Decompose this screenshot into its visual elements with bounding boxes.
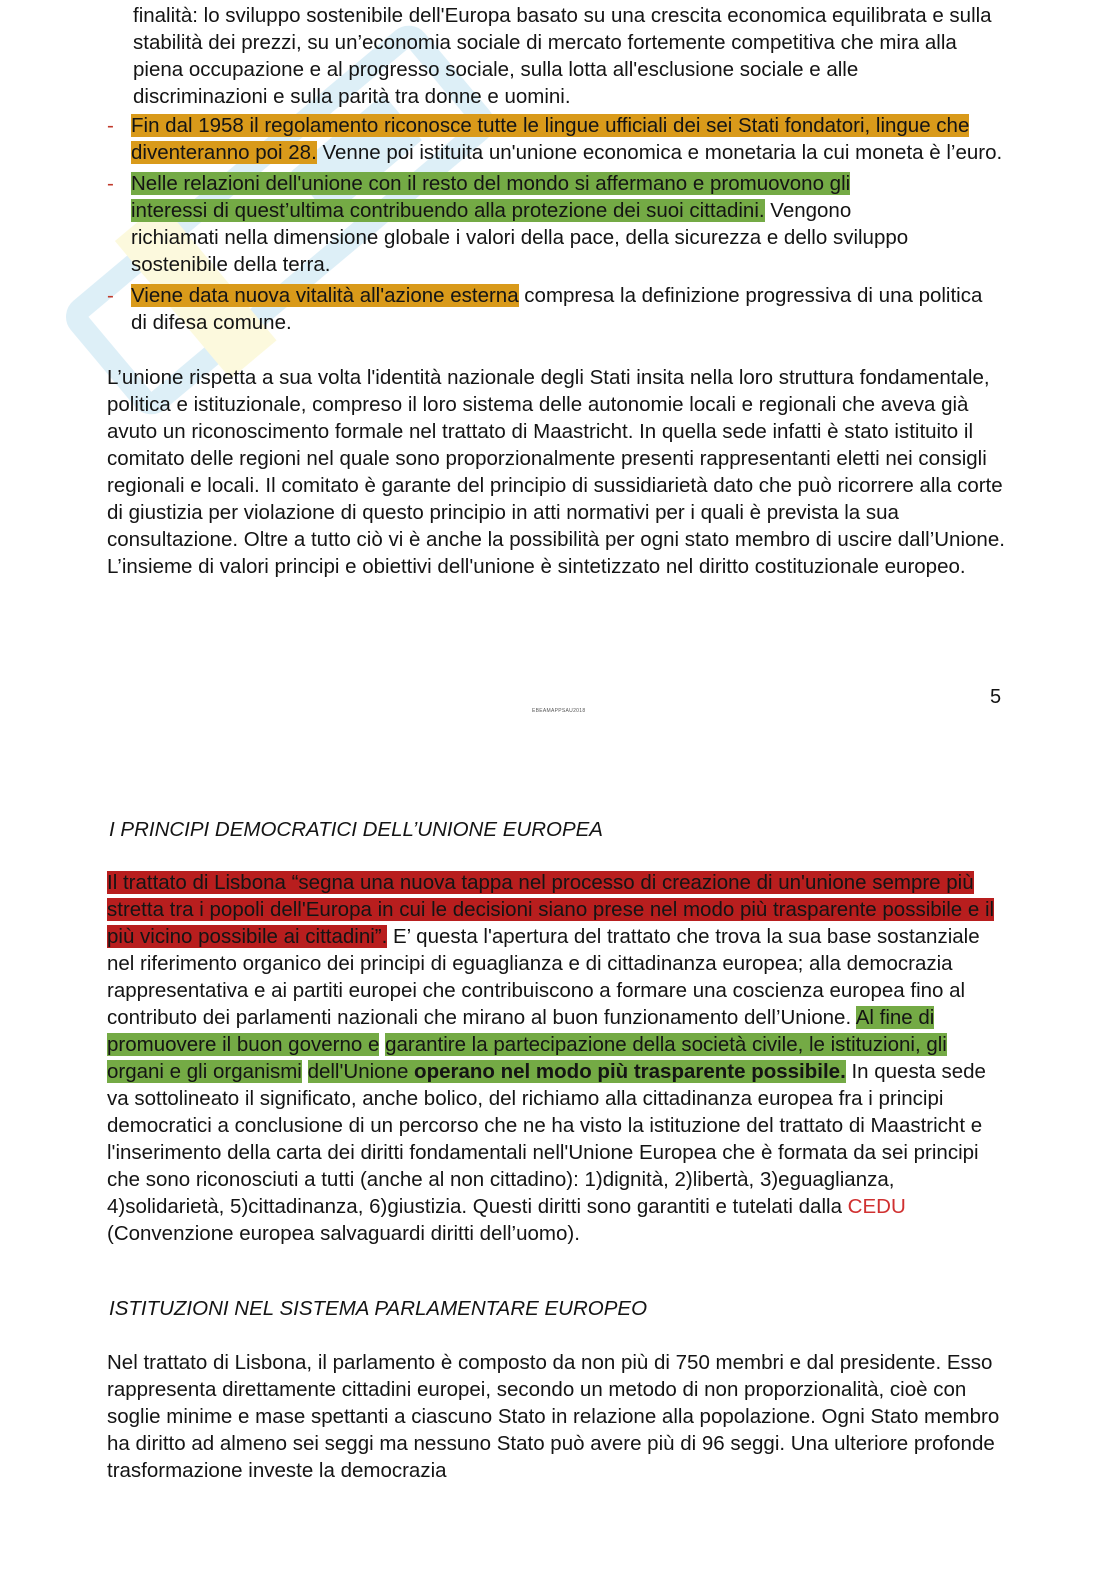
bullet-item-1	[107, 112, 1021, 166]
bullet-item-2	[107, 170, 931, 278]
bullet-text: compresa la definizione progressiva di una politica di difesa comune.	[131, 284, 983, 334]
bold-highlighted-text: operano nel modo più trasparente possibile.	[414, 1060, 846, 1083]
paragraph-3	[107, 1349, 1007, 1484]
footer-mark: EBEAMAPPSAU2018	[532, 708, 586, 714]
bullet-dash: -	[107, 172, 114, 195]
bullet-text: Venne poi istituita un'unione economica e monetaria la cui moneta è l’euro.	[316, 141, 1003, 164]
cedu-link: CEDU	[847, 1195, 906, 1218]
highlighted-text: Al fine di promuovere il buon governo e	[107, 1006, 935, 1056]
text-run: E’ questa l'apertura del trattato che trova la sua base sostanziale nel riferimento organico dei principi di eguaglianza e di cittadinanza europea; alla democrazia rappresentativa e ai partiti europei che contribuiscono a formare una coscienza europea fino al contributo dei parlamenti nazionali che mirano al buon funzionamento dell’Unione.	[107, 925, 980, 1029]
paragraph-1	[107, 364, 1007, 580]
intro-paragraph: finalità: lo sviluppo sostenibile dell'Europa basato su una crescita economica equilibrata e sulla stabilità dei prezzi, su un’economia sociale di mercato fortemente competitiva che mira alla piena occupazione e al progresso sociale, sulla lotta all'esclusione sociale e alle discriminazioni e sulla parità tra donne e uomini.	[133, 4, 992, 108]
highlighted-text: garantire la partecipazione della società civile, le istituzioni, gli organi e gli organismi	[107, 1033, 947, 1083]
page-number: 5	[990, 686, 1002, 708]
text-run: (Convenzione europea salvaguardi diritti dell’uomo).	[107, 1222, 580, 1245]
highlighted-text: Nelle relazioni dell'unione con il resto del mondo si affermano e promuovono gli interessi di quest’ultima contribuendo alla protezione dei suoi cittadini.	[131, 172, 851, 222]
body-paragraph	[107, 869, 999, 1247]
paragraph-2	[107, 869, 999, 1247]
highlighted-text: Fin dal 1958 il regolamento riconosce tutte le lingue ufficiali dei sei Stati fondatori, lingue che diventeranno poi 28.	[131, 114, 970, 164]
bullet-dash: -	[107, 284, 114, 307]
bullet-dash: -	[107, 114, 114, 137]
bullet-item-3	[107, 282, 1001, 336]
bullet-list	[107, 112, 1027, 336]
highlighted-text: dell'Unione	[307, 1060, 415, 1083]
text-run: In questa sede va sottolineato il significato, anche bolico, del richiamo alla cittadinanza europea fra i principi democratici a conclusione di un percorso che ne ha visto la istituzione del trattato di Maastricht e l'inserimento della carta dei diritti fondamentali nell'Unione Europea che è formata da sei principi che sono riconosciuti a tutti (anche al non cittadino): 1)dignità, 2)libertà, 3)eguaglianza, 4)solidarietà, 5)cittadinanza, 6)giustizia. Questi diritti sono garantiti e tutelati dalla	[107, 1060, 986, 1218]
body-paragraph: L’unione rispetta a sua volta l'identità nazionale degli Stati insita nella loro struttura fondamentale, politica e istituzionale, compreso il loro sistema delle autonomie locali e regionali che aveva già avuto un riconoscimento formale nel trattato di Maastricht. In quella sede infatti è stato istituito il comitato delle regioni nel quale sono proporzionalmente presenti rappresentanti eletti nei consigli regionali e locali. Il comitato è garante del principio di sussidiarietà dato che può ricorrere alla corte di giustizia per violazione di questo principio in atti normativi per i quali è prevista la sua consultazione. Oltre a tutto ciò vi è anche la possibilità per ogni stato membro di uscire dall’Unione. L’insieme di valori principi e obiettivi dell'unione è sintetizzato nel diritto costituzionale europeo.	[107, 366, 1005, 578]
section-heading-principi: I PRINCIPI DEMOCRATICI DELL’UNIONE EUROPEA	[109, 818, 603, 841]
section-heading-istituzioni: ISTITUZIONI NEL SISTEMA PARLAMENTARE EUROPEO	[109, 1297, 648, 1320]
body-paragraph: Nel trattato di Lisbona, il parlamento è composto da non più di 750 membri e dal presidente. Esso rappresenta direttamente cittadini europei, secondo un metodo di non proporzionalità, cioè con soglie minime e mase spettanti a ciascuno Stato in relazione alla popolazione. Ogni Stato membro ha diritto ad almeno sei seggi ma nessuno Stato può avere più di 96 seggi. Una ulteriore profonde trasformazione investe la democrazia	[107, 1351, 1000, 1482]
highlighted-text: Viene data nuova vitalità all'azione esterna	[131, 284, 519, 307]
highlighted-quote: Il trattato di Lisbona “segna una nuova tappa nel processo di creazione di un'unione sempre più stretta tra i popoli dell'Europa in cui le decisioni siano prese nel modo più trasparente possibile e il più vicino possibile ai cittadini”.	[107, 871, 995, 948]
intro-text	[107, 2, 1053, 110]
bullet-text: Vengono richiamati nella dimensione globale i valori della pace, della sicurezza e dello sviluppo sostenibile della terra.	[131, 199, 909, 276]
